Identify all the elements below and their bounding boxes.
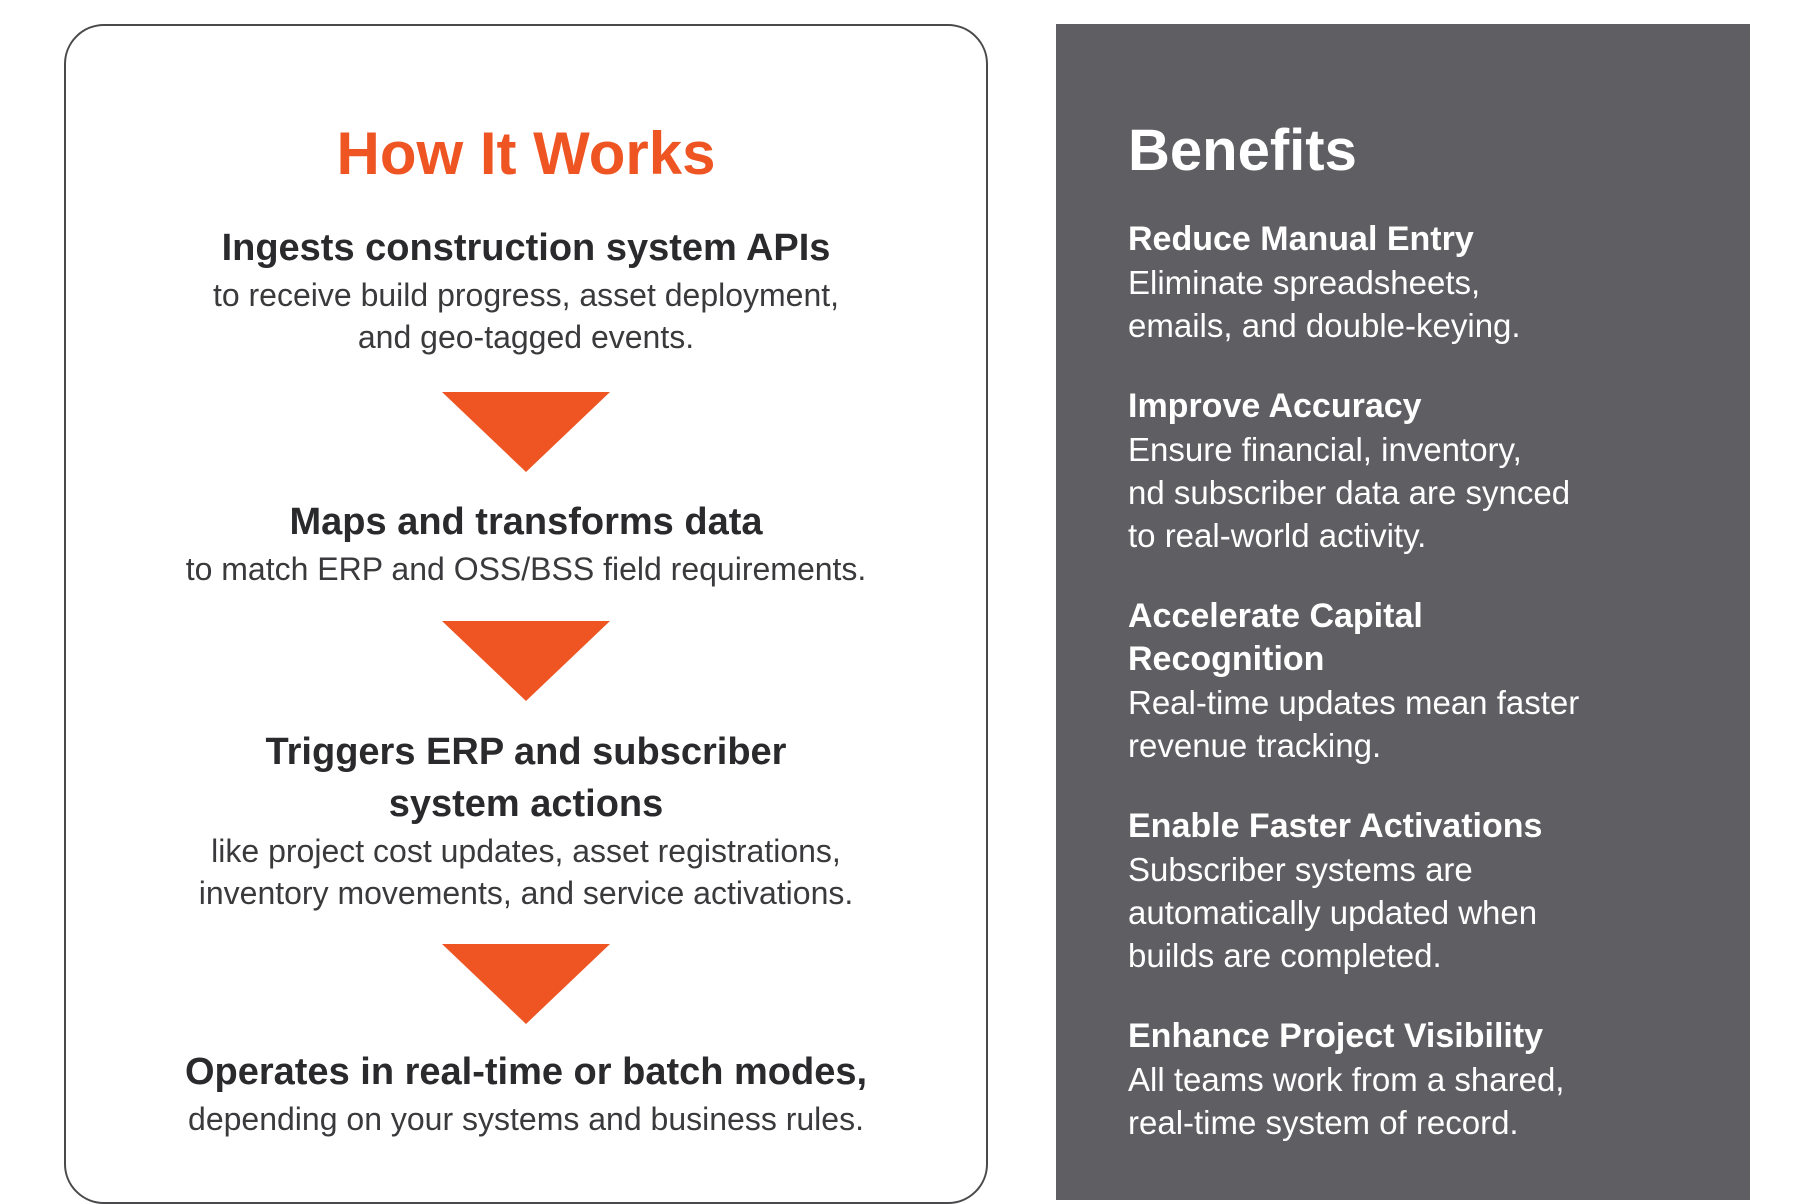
- benefit-heading: Improve Accuracy: [1128, 387, 1422, 425]
- down-arrow-icon: [442, 944, 610, 1024]
- benefit-description-line: Real-time updates mean faster: [1128, 684, 1580, 721]
- benefit-description-line: revenue tracking.: [1128, 727, 1382, 764]
- benefit-heading-line: Recognition: [1128, 640, 1325, 678]
- benefit-heading: Enable Faster Activations: [1128, 807, 1543, 845]
- step-heading: Operates in real-time or batch modes,: [184, 1051, 868, 1093]
- step-description-line: inventory movements, and service activations.: [198, 875, 854, 911]
- step-description-line: depending on your systems and business rules.: [188, 1101, 864, 1137]
- benefit-heading: Enhance Project Visibility: [1128, 1017, 1544, 1055]
- how-it-works-panel: [64, 24, 988, 1204]
- benefit-description-line: to real-world activity.: [1128, 517, 1427, 554]
- benefit-description-line: nd subscriber data are synced: [1128, 474, 1571, 511]
- benefit-improve-accuracy: [1128, 385, 1710, 557]
- benefits-title: Benefits: [1128, 118, 1357, 183]
- benefit-description-line: All teams work from a shared,: [1128, 1061, 1565, 1098]
- benefit-heading-line: Accelerate Capital: [1128, 597, 1423, 635]
- benefit-description-line: builds are completed.: [1128, 937, 1442, 974]
- benefit-heading: Reduce Manual Entry: [1128, 220, 1474, 258]
- benefit-description-line: automatically updated when: [1128, 894, 1538, 931]
- step-description-line: and geo-tagged events.: [357, 319, 695, 355]
- benefit-enable-faster-activations: [1128, 805, 1710, 977]
- benefit-description-line: emails, and double-keying.: [1128, 307, 1521, 344]
- step-ingests-apis: [106, 222, 946, 358]
- step-operates-modes: [106, 1046, 946, 1140]
- benefit-reduce-manual-entry: [1128, 218, 1710, 347]
- benefit-description-line: Eliminate spreadsheets,: [1128, 264, 1481, 301]
- step-triggers-actions: [106, 726, 946, 914]
- benefits-panel: [1056, 24, 1750, 1200]
- step-heading-line: Triggers ERP and subscriber: [265, 731, 787, 773]
- down-arrow-icon: [442, 392, 610, 472]
- benefits-list: [1128, 218, 1710, 1182]
- step-heading: Ingests construction system APIs: [221, 227, 831, 269]
- benefit-description-line: Ensure financial, inventory,: [1128, 431, 1522, 468]
- step-heading-line: system actions: [388, 783, 664, 825]
- how-it-works-title: How It Works: [336, 120, 716, 187]
- step-maps-data: [106, 496, 946, 590]
- benefit-accelerate-capital-recognition: [1128, 595, 1710, 767]
- step-description-line: to receive build progress, asset deployment,: [212, 277, 840, 313]
- step-description-line: to match ERP and OSS/BSS field requirements.: [185, 551, 867, 587]
- down-arrow-icon: [442, 621, 610, 701]
- benefit-description-line: real-time system of record.: [1128, 1104, 1519, 1141]
- benefit-description-line: Subscriber systems are: [1128, 851, 1473, 888]
- benefit-enhance-project-visibility: [1128, 1015, 1710, 1144]
- step-heading: Maps and transforms data: [289, 501, 763, 543]
- step-description-line: like project cost updates, asset registrations,: [211, 833, 841, 869]
